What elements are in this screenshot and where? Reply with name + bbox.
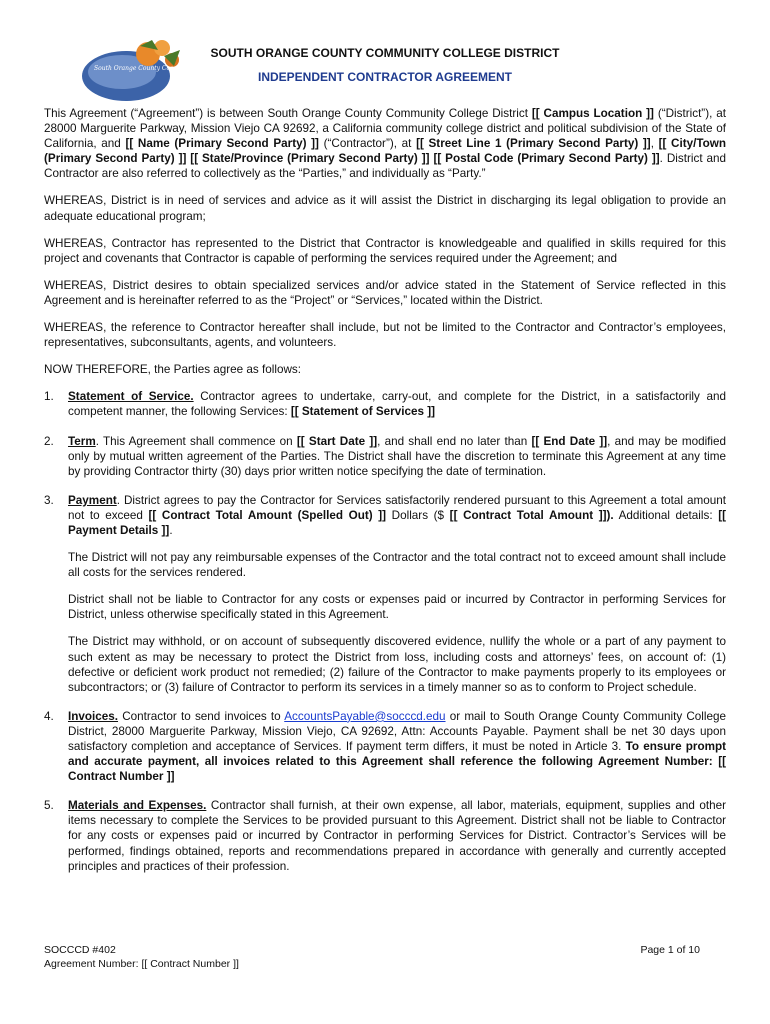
street-field[interactable]: [[ Street Line 1 (Primary Second Party) ]] [416, 137, 651, 151]
city-field[interactable]: [[ City/Town (Primary Second Party) ]] [44, 137, 727, 166]
district-title: SOUTH ORANGE COUNTY COMMUNITY COLLEGE DISTRICT [210, 46, 560, 60]
invoice-reference-notice: To ensure prompt and accurate payment, all invoices related to this Agreement shall reference the following Agreement Number: [[ Contract Number ]] [68, 740, 727, 784]
now-therefore: NOW THEREFORE, the Parties agree as follows: [44, 363, 301, 377]
section-invoices: 4. Invoices. Contractor to send invoices to AccountsPayable@socccd.edu or mail to South Orange County Community College District, 28000 Marguerite Parkway, Mission Viejo, CA 92692, Attn: Accounts Payable. Payment shall be net 30 days upon satisfactory completion and acceptance of Services. If payment term differs, it must be noted in Article 3. To ensure prompt and accurate payment, all invoices related to this Agreement shall reference the following Agreement Number: [[ Contract Number ]] [44, 709, 727, 784]
section-number: 4. [44, 709, 54, 723]
end-date-field[interactable]: [[ End Date ]] [531, 434, 608, 448]
section-number: 5. [44, 799, 54, 813]
amount-words-field[interactable]: [[ Contract Total Amount (Spelled Out) ]] [148, 508, 387, 522]
amount-field[interactable]: [[ Contract Total Amount ]]). [449, 508, 614, 522]
payment-paragraph-3: District shall not be liable to Contractor for any costs or expenses paid or incurred by Contractor in performing Services for District, unless otherwise specifically stated in this Agreement. [68, 593, 726, 622]
whereas-3: WHEREAS, District desires to obtain specialized services and/or advice stated in the Statement of Service reflected in this Agreement and is hereinafter referred to as the “Project” or “Services,” located within the District. [44, 278, 726, 307]
footer-form-number: SOCCCD #402 Page 1 of 10 [44, 944, 700, 956]
statement-of-services-field[interactable]: [[ Statement of Services ]] [290, 405, 436, 419]
section-number: 3. [44, 493, 54, 507]
section-title: Materials and Expenses. [68, 799, 207, 813]
whereas-1: WHEREAS, District is in need of services and advice as it will assist the District in discharging its legal obligation to provide an adequate educational program; [44, 194, 726, 223]
page-number: Page 1 of 10 [640, 944, 700, 956]
footer-agreement-number: Agreement Number: [[ Contract Number ]] [44, 958, 239, 970]
section-title: Invoices. [68, 709, 119, 723]
name-field[interactable]: [[ Name (Primary Second Party) ]] [125, 137, 319, 151]
section-statement-of-service: 1. Statement of Service. Contractor agrees to undertake, carry-out, and complete for the District, in a satisfactorily and competent manner, the following Services: [[ Statement of Services ]] [44, 390, 726, 419]
state-field[interactable]: [[ State/Province (Primary Second Party) ]] [190, 152, 430, 166]
intro-paragraph: This Agreement (“Agreement”) is between South Orange County Community College District [[ Campus Location ]] (“District”), at 28000 Marguerite Parkway, Mission Viejo CA 92692, a California community college district and political subdivision of the State of California, and [[ Name (Primary Second Party) ]] (“Contractor”), at [[ Street Line 1 (Primary Second Party) ]], [[ City/Town (Primary Second Party) ]] [[ State/Province (Primary Second Party) ]] [[ Postal Code (Primary Second Party) ]]. District and Contractor are also referred to collectively as the “Parties,” and individually as “Party.” [44, 107, 727, 181]
section-materials-and-expenses: 5. Materials and Expenses. Contractor shall furnish, at their own expense, all labor, materials, equipment, supplies and other items necessary to complete the Services to be provided pursuant to this Agreement. District shall not be liable to Contractor for any costs or expenses paid or incurred by Contractor in performing Services for District. Contractor’s Services will be performed, findings obtained, reports and recommendations prepared in accordance with generally and currently accepted principles and practices of their profession. [44, 799, 726, 873]
start-date-field[interactable]: [[ Start Date ]] [296, 434, 378, 448]
section-number: 1. [44, 390, 54, 404]
section-title: Term [68, 434, 96, 448]
whereas-4: WHEREAS, the reference to Contractor hereafter shall include, but not be limited to the Contractor and Contractor’s employees, representatives, subconsultants, agents, and volunteers. [44, 321, 726, 350]
section-term: 2. Term. This Agreement shall commence on [[ Start Date ]], and shall end no later than [[ End Date ]], and may be modified only by mutual written agreement of the Parties. The District shall have the discretion to terminate this Agreement at any time by providing Contractor thirty (30) days prior written notice specifying the date of termination. [44, 434, 727, 478]
section-number: 2. [44, 434, 54, 448]
section-title: Statement of Service. [68, 390, 194, 404]
accounts-payable-email-link[interactable]: AccountsPayable@socccd.edu [284, 709, 446, 723]
campus-location-field[interactable]: [[ Campus Location ]] [531, 107, 654, 120]
agreement-body [44, 106, 726, 888]
section-payment: 3. Payment. District agrees to pay the Contractor for Services satisfactorily rendered pursuant to this Agreement a total amount not to exceed [[ Contract Total Amount (Spelled Out) ]] Dollars ($ [[ Contract Total Amount ]]). Additional details: [[ Payment Details ]]. The District will not pay any reimbursable expenses of the Contractor and the total contract not to exceed amount shall include all costs for the services rendered. District shall not be liable to Contractor for any costs or expenses paid or incurred by Contractor in performing Services for District, unless otherwise specifically stated in this Agreement. The District may withhold, or on account of subsequently discovered evidence, nullify the whole or a part of any payment to such extent as may be necessary to protect the District from loss, including costs and attorneys’ fees, on account of: (1) defective or deficient work product not remedied; (2) failure of the Contractor to make payments properly to its employees or subcontractors; or (3) failure of Contractor to perform its services in a timely manner so as to conform to Project schedule. [44, 493, 726, 694]
payment-details-field[interactable]: [[ Payment Details ]] [68, 508, 726, 537]
whereas-2: WHEREAS, Contractor has represented to the District that Contractor is knowledgeable and qualified in skills required for this project and covenants that Contractor is capable of performing the services required under the Agreement; and [44, 236, 726, 265]
agreement-title: INDEPENDENT CONTRACTOR AGREEMENT [257, 70, 512, 84]
logo-text: South Orange County Community College District [94, 65, 247, 72]
section-title: Payment [68, 493, 117, 507]
payment-paragraph-4: The District may withhold, or on account of subsequently discovered evidence, nullify the whole or a part of any payment to such extent as may be necessary to protect the District from loss, including costs and attorneys’ fees, on account of: (1) defective or deficient work product not remedied; (2) failure of the Contractor to make payments properly to its employees or subcontractors; or (3) failure of Contractor to perform its services in a timely manner so as to conform to Project schedule. [68, 635, 726, 694]
payment-paragraph-2: The District will not pay any reimbursable expenses of the Contractor and the total contract not to exceed amount shall include all costs for the services rendered. [68, 551, 726, 580]
postal-code-field[interactable]: [[ Postal Code (Primary Second Party) ]] [433, 152, 660, 166]
